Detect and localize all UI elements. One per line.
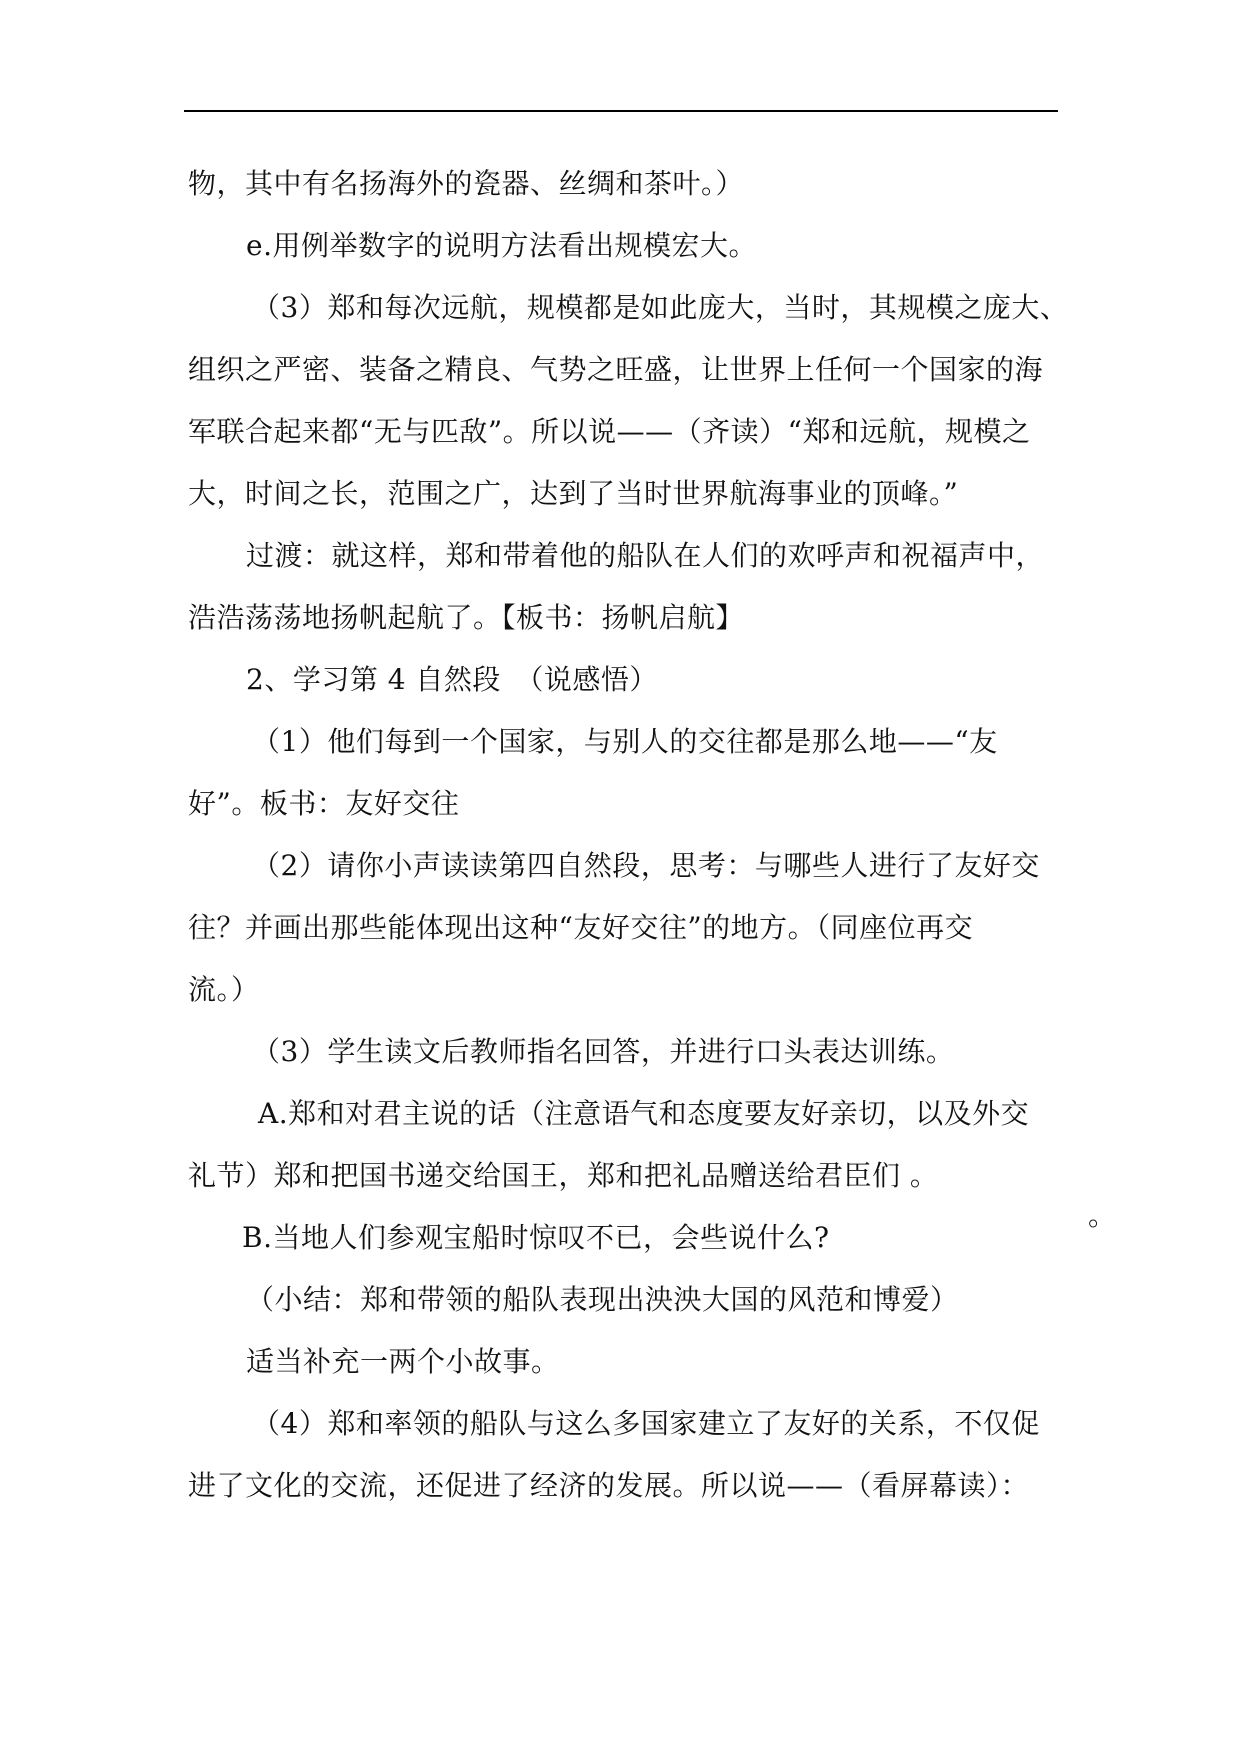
text-line: （小结：郑和带领的船队表现出泱泱大国的风范和博爱） — [246, 1283, 959, 1316]
text-line: 大，时间之长，范围之广，达到了当时世界航海事业的顶峰。” — [188, 477, 959, 510]
text-line: B.当地人们参观宝船时惊叹不已，会些说什么? — [242, 1221, 830, 1254]
text-line: 组织之严密、装备之精良、气势之旺盛，让世界上任何一个国家的海 — [188, 353, 1044, 386]
text-line: 过渡：就这样，郑和带着他的船队在人们的欢呼声和祝福声中， — [246, 539, 1045, 572]
text-line: （3）郑和每次远航，规模都是如此庞大，当时，其规模之庞大、 — [252, 291, 1069, 324]
text-line: 进了文化的交流，还促进了经济的发展。所以说——（看屏幕读）： — [188, 1469, 1030, 1502]
text-line: 浩浩荡荡地扬帆起航了。【板书：扬帆启航】 — [188, 601, 745, 634]
text-line: 适当补充一两个小故事。 — [246, 1345, 560, 1378]
text-line: 物，其中有名扬海外的瓷器、丝绸和茶叶。） — [188, 167, 745, 200]
header-rule — [184, 110, 1058, 112]
text-line: 军联合起来都“无与匹敌”。所以说——（齐读）“郑和远航，规模之 — [188, 415, 1031, 448]
text-line: e.用例举数字的说明方法看出规模宏大。 — [246, 229, 757, 262]
text-line: （2）请你小声读读第四自然段，思考：与哪些人进行了友好交 — [252, 849, 1040, 882]
text-line: （1）他们每到一个国家，与别人的交往都是那么地——“友 — [252, 725, 998, 758]
text-line: 往？并画出那些能体现出这种“友好交往”的地方。（同座位再交 — [188, 911, 974, 944]
text-line: A.郑和对君主说的话（注意语气和态度要友好亲切，以及外交 — [258, 1097, 1030, 1130]
text-line: 礼节）郑和把国书递交给国王，郑和把礼品赠送给君臣们 。 — [188, 1159, 939, 1192]
text-line: 2、学习第 4 自然段 （说感悟） — [246, 663, 658, 696]
text-line: （3）学生读文后教师指名回答，并进行口头表达训练。 — [252, 1035, 955, 1068]
text-line: （4）郑和率领的船队与这么多国家建立了友好的关系，不仅促 — [252, 1407, 1040, 1440]
stray-punctuation: 。 — [1088, 1199, 1117, 1232]
text-line: 流。） — [188, 973, 260, 1006]
text-line: 好”。板书：友好交往 — [188, 787, 460, 820]
